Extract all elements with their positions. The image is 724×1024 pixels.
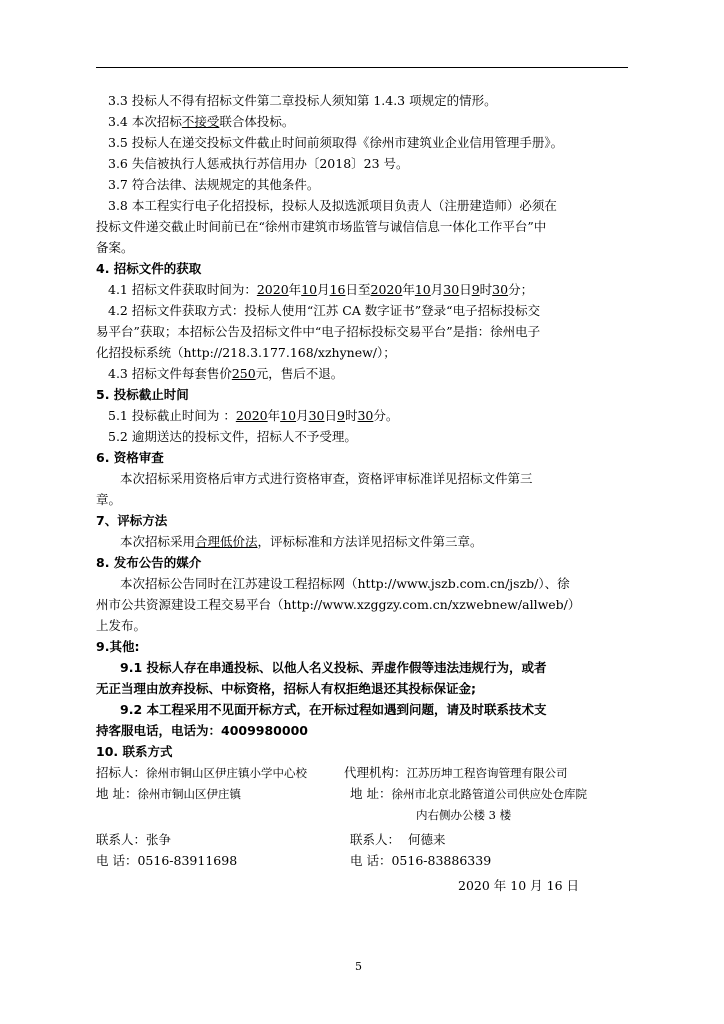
phone-row-right (350, 852, 491, 870)
clause-4-2-line2: 易平台”获取；本招标公告及招标文件中“电子招标投标交易平台”是指：徐州电子 (96, 324, 541, 339)
clause-3-3: 3.3 投标人不得有招标文件第二章投标人须知第 1.4.3 项规定的情形。 (108, 93, 497, 108)
clause-3-4 (108, 113, 294, 131)
clause-5-1 (108, 407, 398, 425)
address-row-right (350, 785, 587, 803)
section-7 (120, 533, 483, 551)
t: 本次招标采用 (120, 534, 196, 549)
section-8-line2: 州市公共资源建设工程交易平台（http://www.xzggzy.com.cn/xzwebnew/allweb/） (96, 597, 581, 612)
u: 2020 (235, 408, 268, 423)
clause-3-4-underlined: 不接受 (181, 114, 220, 129)
t: 时 (479, 282, 493, 297)
clause-4-3 (108, 365, 343, 383)
t: 日 (324, 408, 337, 423)
address-value-right-2: 内右侧办公楼 3 楼 (416, 808, 512, 822)
clause-4-2-line3: 化招投标系统（http://218.3.177.168/xzhynew/）； (96, 345, 396, 360)
clause-3-4-text-end: 联合体投标。 (219, 114, 295, 129)
heading-5: 5. 投标截止时间 (96, 387, 189, 402)
u: 9 (337, 408, 345, 423)
clause-9-2-line2: 持客服电话，电话为：4009980000 (96, 723, 308, 738)
heading-10: 10. 联系方式 (96, 744, 173, 759)
t: 日至 (345, 282, 371, 297)
section-6-line2: 章。 (96, 492, 122, 507)
t: ，评标标准和方法详见招标文件第三章。 (257, 534, 483, 549)
t: 日 (459, 282, 472, 297)
phone-row-left (96, 852, 237, 870)
section-6-line1: 本次招标采用资格后审方式进行资格审查，资格评审标准详见招标文件第三 (120, 471, 533, 486)
t: 年 (288, 282, 302, 297)
agent-row (344, 764, 568, 782)
address-label: 地 址： (96, 786, 138, 801)
clause-4-1 (108, 281, 533, 299)
t: 时 (344, 408, 358, 423)
address-label-right: 地 址： (350, 786, 392, 801)
clause-9-1-line1: 9.1 投标人存在串通投标、以他人名义投标、弄虚作假等违法违规行为，或者 (120, 660, 547, 675)
phone-label-right: 电 话： (350, 853, 392, 868)
tender-row (96, 764, 307, 782)
heading-9: 9.其他: (96, 639, 140, 654)
u: 30 (492, 282, 509, 297)
u: 16 (329, 282, 346, 297)
clause-3-8-line1: 3.8 本工程实行电子化招投标，投标人及拟选派项目负责人（注册建造师）必须在 (108, 198, 557, 213)
tender-value: 徐州市铜山区伊庄镇小学中心校 (146, 766, 308, 780)
t: 月 (317, 282, 330, 297)
phone-left: 0516-83911698 (137, 853, 238, 868)
u: 10 (301, 282, 318, 297)
clause-4-2-line1: 4.2 招标文件获取方式：投标人使用“江苏 CA 数字证书”登录“电子招标投标交 (108, 303, 541, 318)
u: 10 (414, 282, 431, 297)
section-8-line1: 本次招标公告同时在江苏建设工程招标网（http://www.jszb.com.cn/jszb/）、徐 (120, 576, 570, 591)
u: 30 (357, 408, 374, 423)
header-rule (96, 67, 628, 68)
t: 4.1 招标文件获取时间为： (108, 282, 257, 297)
phone-label: 电 话： (96, 853, 138, 868)
t: 年 (267, 408, 281, 423)
agent-label: 代理机构： (344, 765, 407, 780)
clause-5-2: 5.2 逾期送达的投标文件，招标人不予受理。 (108, 429, 357, 444)
u: 10 (280, 408, 297, 423)
u: 2020 (370, 282, 403, 297)
t: 4.3 招标文件每套售价 (108, 366, 232, 381)
clause-3-7: 3.7 符合法律、法规规定的其他条件。 (108, 177, 320, 192)
heading-4: 4. 招标文件的获取 (96, 261, 202, 276)
clause-9-2-line1: 9.2 本工程采用不见面开标方式，在开标过程如遇到问题，请及时联系技术支 (120, 702, 547, 717)
heading-6: 6. 资格审查 (96, 450, 164, 465)
address-value-left: 徐州市铜山区伊庄镇 (137, 787, 241, 801)
heading-7: 7、评标方法 (96, 513, 168, 528)
t: 分； (508, 282, 534, 297)
agent-value: 江苏历坤工程咨询管理有限公司 (406, 766, 568, 780)
clause-3-8-line3: 备案。 (96, 240, 134, 255)
address-row-left (96, 785, 241, 803)
u: 9 (471, 282, 480, 297)
address-value-right-1: 徐州市北京北路管道公司供应处仓库院 (391, 787, 587, 801)
t: 分。 (373, 408, 399, 423)
clause-3-4-text: 3.4 本次招标 (108, 114, 182, 129)
u: 250 (231, 366, 256, 381)
phone-right: 0516-83886339 (391, 853, 492, 868)
contact-row-left (96, 831, 171, 849)
t: 月 (430, 282, 444, 297)
u: 30 (443, 282, 460, 297)
u: 2020 (256, 282, 289, 297)
t: 月 (296, 408, 309, 423)
contact-label: 联系人： (96, 832, 147, 847)
page-number: 5 (355, 960, 362, 973)
clause-3-8-line2: 投标文件递交截止时间前已在“徐州市建筑市场监管与诚信信息一体化工作平台”中 (96, 219, 547, 234)
clause-9-1-line2: 无正当理由放弃投标、中标资格，招标人有权拒绝退还其投标保证金; (96, 681, 477, 696)
t: 年 (402, 282, 415, 297)
document-date: 2020 年 10 月 16 日 (458, 878, 579, 893)
tender-label: 招标人： (96, 765, 147, 780)
u: 合理低价法 (195, 534, 258, 549)
clause-3-6: 3.6 失信被执行人惩戒执行苏信用办〔2018〕23 号。 (108, 156, 409, 171)
contact-row-right (350, 831, 446, 849)
heading-8: 8. 发布公告的媒介 (96, 555, 202, 570)
t: 5.1 投标截止时间为 ： (108, 408, 236, 423)
section-8-line3: 上发布。 (96, 618, 147, 633)
contact-left: 张争 (146, 832, 172, 847)
clause-3-5: 3.5 投标人在递交投标文件截止时间前须取得《徐州市建筑业企业信用管理手册》。 (108, 135, 564, 150)
contact-label-right: 联系人： (350, 832, 401, 847)
contact-right: 何德来 (408, 832, 446, 847)
t: 元，售后不退。 (255, 366, 344, 381)
u: 30 (308, 408, 325, 423)
